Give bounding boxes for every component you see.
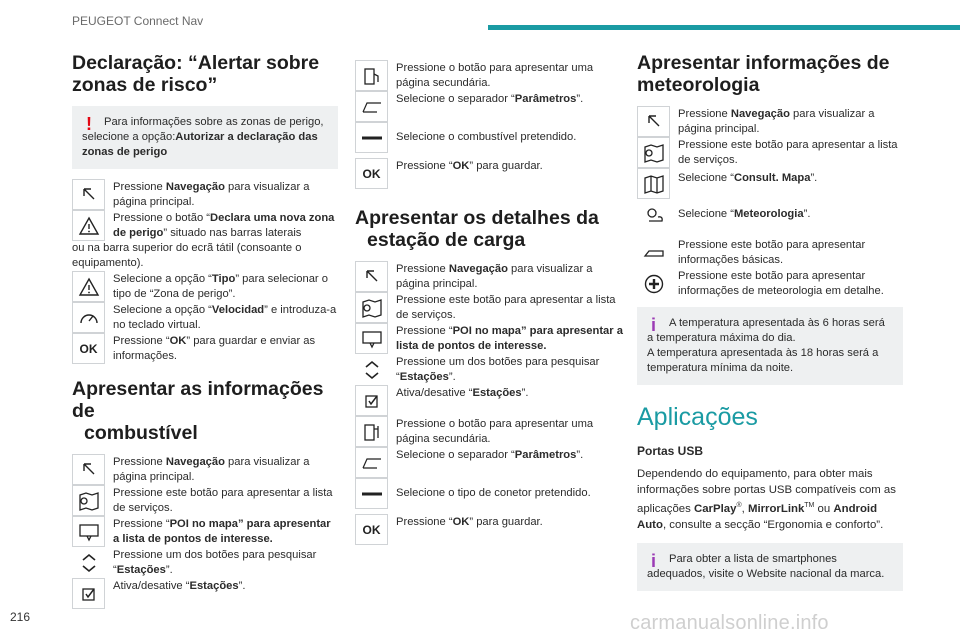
column-3: [637, 52, 903, 601]
step-select-type: Selecione a opção “Tipo” para selecionar o tipo de “Zona de perigo”.: [72, 271, 338, 302]
map-gear-icon: [637, 137, 670, 168]
map-gear-icon: [355, 292, 388, 323]
step-basic-info: Pressione este botão para apresentar informações básicas.: [637, 237, 903, 268]
header-accent-bar: [488, 25, 960, 30]
step-poi-map: Pressione “POI no mapa” para apresentar a lista de pontos de interesse.: [355, 323, 623, 354]
info-icon: i: [651, 315, 657, 335]
bar-selector-icon: [355, 122, 388, 153]
speedometer-icon: [72, 302, 105, 333]
navigation-arrow-icon: [72, 454, 105, 485]
step-declare-zone: Pressione o botão “Declara uma nova zona de perigo” situado nas barras laterais: [72, 210, 338, 241]
ok-button-icon: OK: [355, 158, 388, 189]
step-ok-save: OK Pressione “OK” para guardar.: [355, 514, 623, 545]
tab-separator-icon: [355, 447, 388, 478]
navigation-arrow-icon: [637, 106, 670, 137]
step-select-fuel: Selecione o combustível pretendido.: [355, 122, 623, 158]
info-note-smartphones: i Para obter a lista de smartphones adequados, visite o Website nacional da marca.: [637, 543, 903, 591]
column-2: [355, 60, 623, 545]
section-title-fuel: Apresentar as informações de combustível: [72, 378, 324, 444]
step-navigation: Pressione Navegação para visualizar a página principal.: [355, 261, 623, 292]
usb-paragraph: Dependendo do equipamento, para obter mais informações sobre portas USB compatíveis com as aplicações CarPlay®, MirrorLink™ ou Android Auto, consulte a secção “Ergonomia e conforto”.: [637, 468, 896, 531]
step-services: Pressione este botão para apresentar a lista de serviços.: [637, 137, 903, 168]
step-consult-map: Selecione “Consult. Mapa”.: [637, 168, 903, 199]
warning-note: ! Para informações sobre as zonas de perigo, selecione a opção:Autorizar a declaração das zonas de perigo: [72, 106, 338, 169]
navigation-arrow-icon: [355, 261, 388, 292]
fuel-pump-icon: [355, 60, 388, 91]
step-select-speed: Selecione a opção “Velocidad” e introduza-a no teclado virtual.: [72, 302, 338, 333]
tab-shape-icon: [637, 237, 670, 268]
weather-sun-cloud-icon: [637, 199, 670, 230]
section-title-charging: Apresentar os detalhes da estação de carga: [355, 207, 599, 251]
warning-triangle-icon: [72, 271, 105, 302]
step-toggle-stations: Ativa/desative “Estações”.: [355, 385, 623, 416]
step-ok-save: OK Pressione “OK” para guardar.: [355, 158, 623, 189]
step-secondary-page: Pressione o botão para apresentar uma página secundária.: [355, 60, 623, 91]
subsection-title-usb: Portas USB: [637, 444, 704, 458]
section-title-applications: Aplicações: [637, 403, 758, 431]
page-number: 216: [10, 610, 31, 624]
map-icon: [637, 168, 670, 199]
plus-circle-icon: [637, 268, 670, 299]
step-search-buttons: Pressione um dos botões para pesquisar “Estações”.: [355, 354, 623, 385]
checkbox-icon: [72, 578, 105, 609]
bar-selector-icon: [355, 478, 388, 509]
running-header: PEUGEOT Connect Nav: [72, 14, 204, 28]
step-ok-send: OK Pressione “OK” para guardar e enviar as informações.: [72, 333, 338, 364]
info-icon: i: [651, 550, 657, 571]
section-title-danger-zones: Declaração: “Alertar sobre zonas de risco”: [72, 52, 320, 96]
chevron-up-down-icon: [355, 354, 388, 385]
column-1: [72, 52, 338, 609]
poi-map-icon: [72, 516, 105, 547]
step-services: Pressione este botão para apresentar a lista de serviços.: [72, 485, 338, 516]
step-meteorology: Selecione “Meteorologia”.: [637, 199, 903, 237]
section-title-weather: Apresentar informações de meteorologia: [637, 52, 890, 96]
step-parameters-tab: Selecione o separador “Parâmetros”.: [355, 447, 623, 478]
step-toggle-stations: Ativa/desative “Estações”.: [72, 578, 338, 609]
warning-exclamation-icon: !: [86, 114, 92, 134]
step-navigation: Pressione Navegação para visualizar a página principal.: [637, 106, 903, 137]
step-navigation: Pressione Navegação para visualizar a página principal.: [72, 179, 338, 210]
map-gear-icon: [72, 485, 105, 516]
poi-map-icon: [355, 323, 388, 354]
tab-separator-icon: [355, 91, 388, 122]
warning-triangle-icon: [72, 210, 105, 241]
checkbox-icon: [355, 385, 388, 416]
chevron-up-down-icon: [72, 547, 105, 578]
ok-button-icon: OK: [355, 514, 388, 545]
step-search-buttons: Pressione um dos botões para pesquisar “Estações”.: [72, 547, 338, 578]
watermark: carmanualsonline.info: [630, 612, 829, 634]
step-detail-info: Pressione este botão para apresentar informações de meteorologia em detalhe.: [637, 268, 903, 299]
step-declare-zone-continued: ou na barra superior do ecrã tátil (consoante o equipamento).: [72, 242, 302, 269]
charging-plug-icon: [355, 416, 388, 447]
step-poi-map: Pressione “POI no mapa” para apresentar a lista de pontos de interesse.: [72, 516, 338, 547]
step-select-connector: Selecione o tipo de conetor pretendido.: [355, 478, 623, 514]
ok-button-icon: OK: [72, 333, 105, 364]
step-secondary-page: Pressione o botão para apresentar uma página secundária.: [355, 416, 623, 447]
step-services: Pressione este botão para apresentar a lista de serviços.: [355, 292, 623, 323]
navigation-arrow-icon: [72, 179, 105, 210]
info-note-temperature: i A temperatura apresentada às 6 horas será a temperatura máxima do dia. A temperatura apresentada às 18 horas será a temperatura mínima da noite.: [637, 307, 903, 385]
step-navigation: Pressione Navegação para visualizar a página principal.: [72, 454, 338, 485]
step-parameters-tab: Selecione o separador “Parâmetros”.: [355, 91, 623, 122]
